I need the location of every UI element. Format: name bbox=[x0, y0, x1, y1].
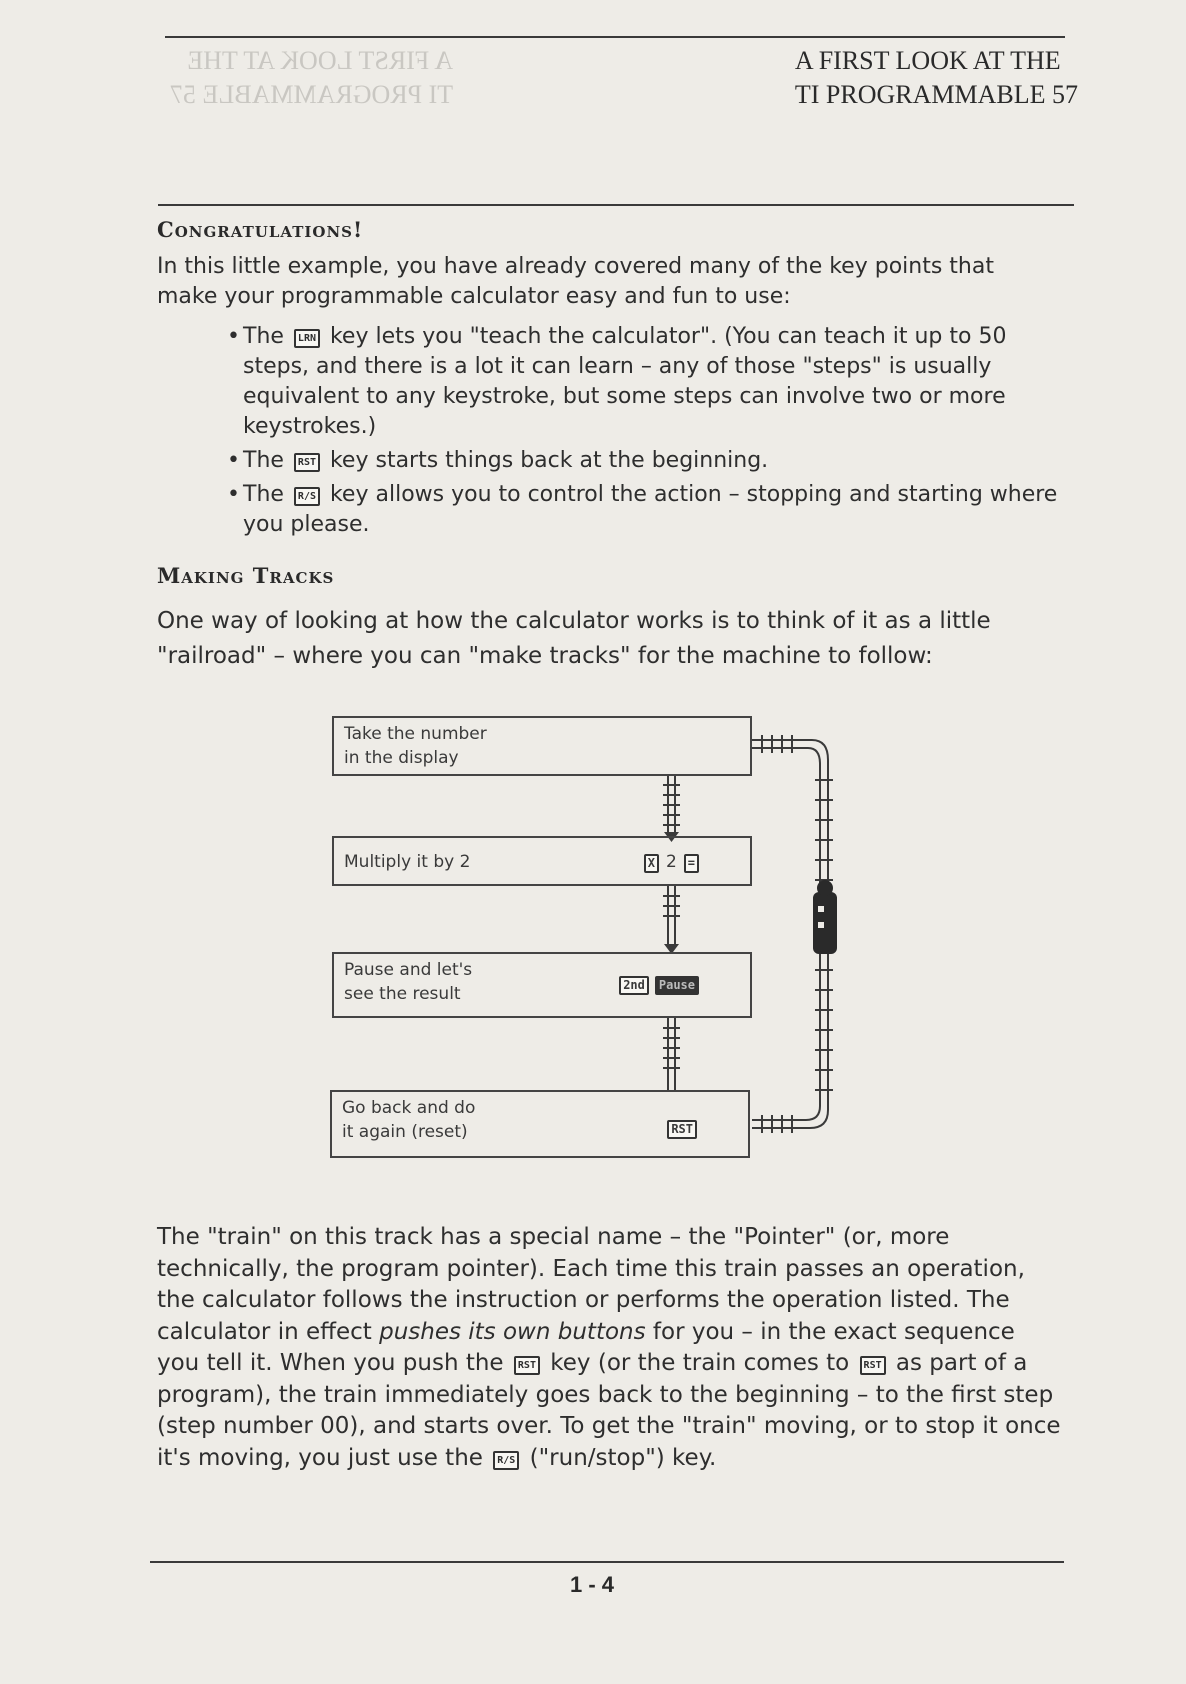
rs-key-icon: R/S bbox=[294, 487, 320, 506]
rst-key-icon: RST bbox=[667, 1120, 697, 1139]
bullet-dot: • bbox=[227, 448, 240, 473]
reset-keys bbox=[664, 1118, 700, 1142]
bullet-rst: • The RST key starts things back at the beginning. bbox=[223, 446, 1063, 476]
step-box-take-number: Take the number in the display bbox=[332, 716, 752, 776]
rst-key-icon: RST bbox=[514, 1356, 540, 1375]
making-tracks-intro: One way of looking at how the calculator works is to think of it as a little "railroad" – where you can "make tracks" for the machine to follow: bbox=[157, 608, 991, 669]
digit-2: 2 bbox=[665, 852, 677, 872]
lrn-key-icon: LRN bbox=[294, 329, 320, 348]
step-box-multiply: Multiply it by 2 X 2 = bbox=[332, 836, 752, 886]
bullet-dot: • bbox=[227, 482, 240, 507]
rs-key-icon: R/S bbox=[493, 1451, 519, 1470]
pause-key-icon: Pause bbox=[655, 976, 699, 995]
times-key-icon: X bbox=[644, 854, 659, 873]
bullet-lrn: • The LRN key lets you "teach the calculator". (You can teach it up to 50 steps, and there is a lot it can learn – any of those "steps" is usually equivalent to any keystroke, but some steps can involve two or more keystrokes.) bbox=[227, 324, 1007, 439]
bullet-rs: • The R/S key allows you to control the action – stopping and starting where you please. bbox=[227, 482, 1058, 537]
track-ties bbox=[663, 735, 833, 1133]
bullet-dot: • bbox=[227, 324, 240, 349]
congratulations-intro: In this little example, you have already covered many of the key points that make your programmable calculator easy and fun to use: bbox=[157, 254, 994, 309]
congratulations-heading: Congratulations! bbox=[157, 217, 364, 242]
pause-keys bbox=[616, 974, 702, 998]
train-pointer-icon bbox=[813, 880, 837, 954]
second-key-icon: 2nd bbox=[619, 976, 649, 995]
track-lines bbox=[665, 740, 828, 1128]
header-line-2: TI PROGRAMMABLE 57 bbox=[794, 80, 1078, 109]
multiply-keys bbox=[641, 850, 702, 876]
equals-key-icon: = bbox=[684, 854, 699, 873]
rst-key-icon: RST bbox=[860, 1356, 886, 1375]
step-box-pause: Pause and let's see the result 2nd Pause bbox=[332, 952, 752, 1018]
train-explanation: The "train" on this track has a special name – the "Pointer" (or, more technically, the program pointer). Each time this train passes an operation, the calculator follows the instruction or performs the operation listed. The calculator in effect pushes its own buttons for you – in the exact sequence you tell it. When you push the RST key (or the train comes to RST as part of a program), the train immediately goes back to the beginning – to the first step (step number 00), and starts over. To get the "train" moving, or to stop it once it's moving, you just use the R/S ("run/stop") key. bbox=[157, 1224, 1061, 1471]
header-line-1: A FIRST LOOK AT THE bbox=[794, 46, 1061, 75]
show-through-text: A FIRST LOOK AT THE TI PROGRAMMABLE 57 bbox=[170, 46, 454, 109]
making-tracks-heading: Making Tracks bbox=[157, 563, 335, 588]
bottom-rule bbox=[150, 1561, 1064, 1563]
page-number: 1 - 4 bbox=[570, 1572, 615, 1597]
step-box-reset: Go back and do it again (reset) RST bbox=[330, 1090, 750, 1158]
rst-key-icon: RST bbox=[294, 453, 320, 472]
